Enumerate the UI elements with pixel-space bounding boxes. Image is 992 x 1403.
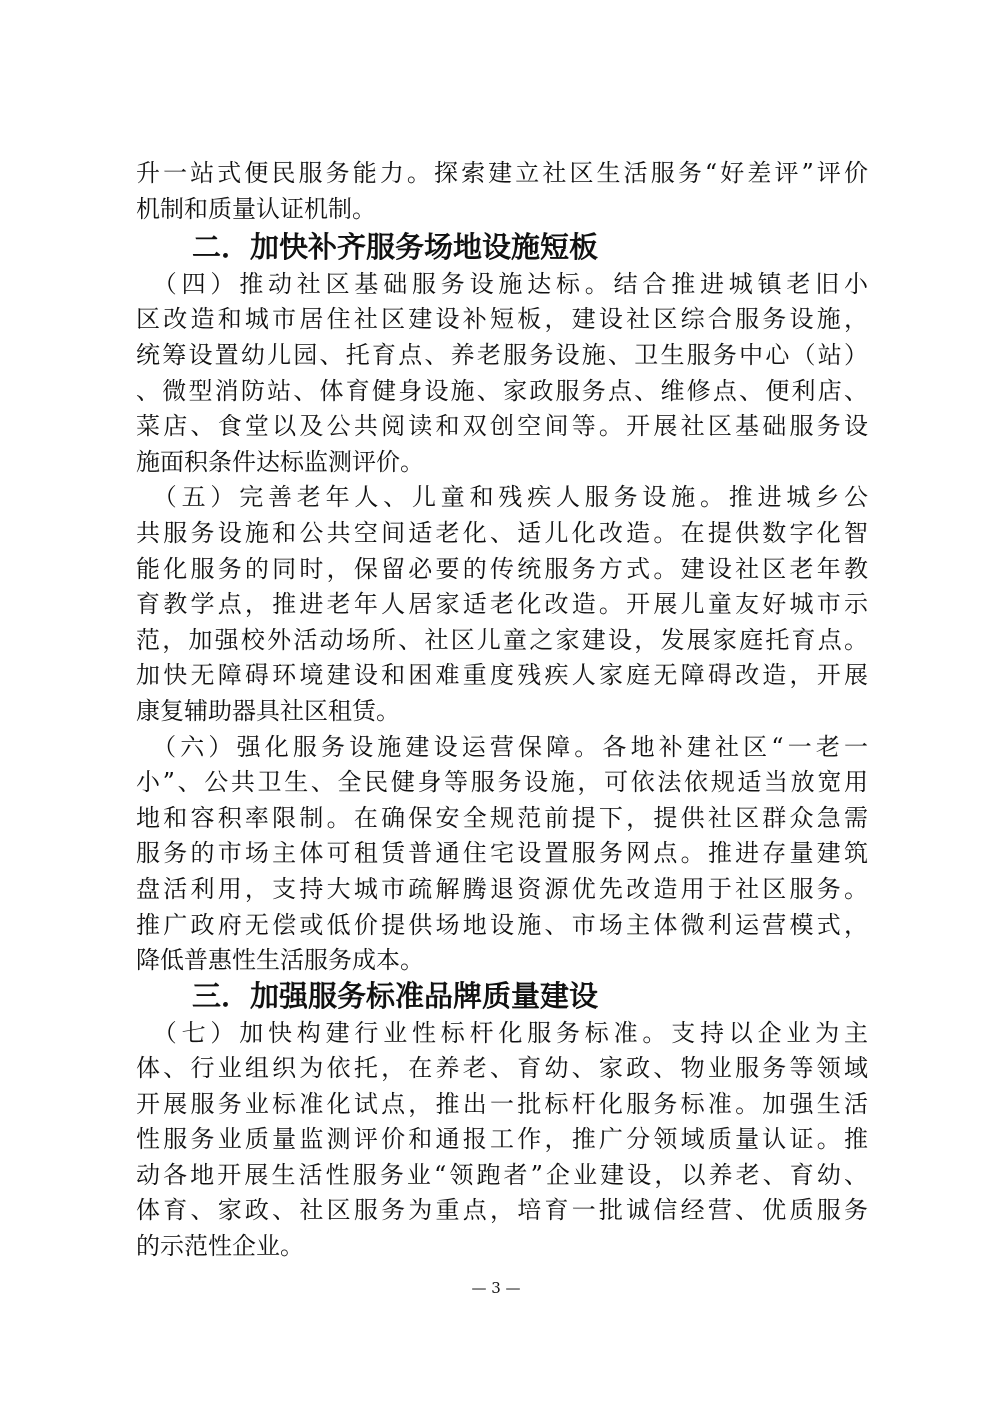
section-heading-2: 二．加快补齐服务场地设施短板 — [192, 230, 599, 264]
paragraph-line: 范，加强校外活动场所、社区儿童之家建设，发展家庭托育点。 — [136, 626, 868, 654]
paragraph-line: 开展服务业标准化试点，推出一批标杆化服务标准。加强生活 — [136, 1090, 868, 1118]
paragraph-line: 性服务业质量监测评价和通报工作，推广分领域质量认证。推 — [136, 1125, 868, 1153]
paragraph-line: 加快无障碍环境建设和困难重度残疾人家庭无障碍改造，开展 — [136, 661, 868, 689]
paragraph-line: 体育、家政、社区服务为重点，培育一批诚信经营、优质服务 — [136, 1196, 868, 1224]
paragraph-line: （四）推动社区基础服务设施达标。结合推进城镇老旧小 — [136, 270, 868, 298]
paragraph-line: 地和容积率限制。在确保安全规范前提下，提供社区群众急需 — [136, 804, 868, 832]
paragraph-line: 盘活利用，支持大城市疏解腾退资源优先改造用于社区服务。 — [136, 875, 868, 903]
paragraph-line: 降低普惠性生活服务成本。 — [136, 946, 424, 974]
paragraph-line: （五）完善老年人、儿童和残疾人服务设施。推进城乡公 — [136, 483, 868, 511]
paragraph-line: 升一站式便民服务能力。探索建立社区生活服务“好差评”评价 — [136, 159, 868, 187]
paragraph-line: 动各地开展生活性服务业“领跑者”企业建设，以养老、育幼、 — [136, 1161, 868, 1189]
paragraph-line: 共服务设施和公共空间适老化、适儿化改造。在提供数字化智 — [136, 519, 868, 547]
paragraph-line: 机制和质量认证机制。 — [136, 195, 376, 223]
paragraph-line: 的示范性企业。 — [136, 1232, 304, 1260]
paragraph-line: 、微型消防站、体育健身设施、家政服务点、维修点、便利店、 — [136, 377, 868, 405]
paragraph-line: （六）强化服务设施建设运营保障。各地补建社区“一老一 — [136, 733, 868, 761]
paragraph-line: 小”、公共卫生、全民健身等服务设施，可依法依规适当放宽用 — [136, 768, 868, 796]
paragraph-line: 体、行业组织为依托，在养老、育幼、家政、物业服务等领域 — [136, 1054, 868, 1082]
paragraph-line: 菜店、食堂以及公共阅读和双创空间等。开展社区基础服务设 — [136, 412, 868, 440]
page-number: — 3 — — [471, 1279, 521, 1297]
paragraph-line: 施面积条件达标监测评价。 — [136, 448, 424, 476]
paragraph-line: （七）加快构建行业性标杆化服务标准。支持以企业为主 — [136, 1019, 868, 1047]
paragraph-line: 区改造和城市居住社区建设补短板，建设社区综合服务设施， — [136, 305, 868, 333]
paragraph-line: 康复辅助器具社区租赁。 — [136, 697, 400, 725]
paragraph-line: 统筹设置幼儿园、托育点、养老服务设施、卫生服务中心（站） — [136, 341, 868, 369]
paragraph-line: 能化服务的同时，保留必要的传统服务方式。建设社区老年教 — [136, 555, 868, 583]
paragraph-line: 服务的市场主体可租赁普通住宅设置服务网点。推进存量建筑 — [136, 839, 868, 867]
paragraph-line: 推广政府无偿或低价提供场地设施、市场主体微利运营模式， — [136, 911, 868, 939]
paragraph-line: 育教学点，推进老年人居家适老化改造。开展儿童友好城市示 — [136, 590, 868, 618]
section-heading-3: 三．加强服务标准品牌质量建设 — [192, 979, 599, 1013]
